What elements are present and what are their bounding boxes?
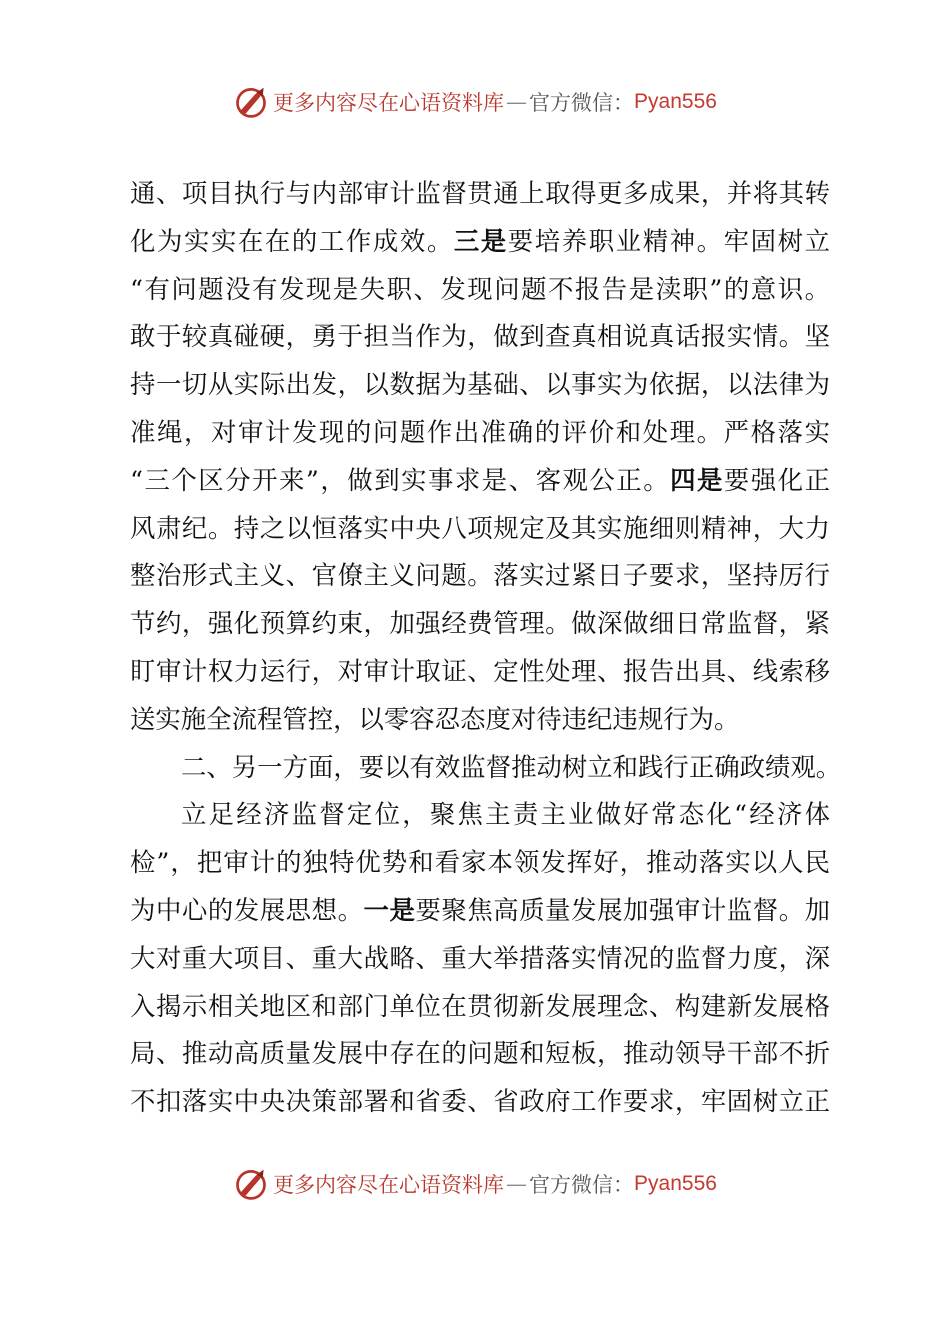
wechat-id: Pyan556 [634, 90, 717, 113]
text-line-10: 节约，强化预算约束，加强经费管理。做深做细日常监督，紧 [130, 608, 830, 639]
text-line-8: 风肃纪。持之以恒落实中央八项规定及其实施细则精神，大力 [130, 512, 830, 543]
pen-logo-icon [233, 84, 269, 120]
text-line-16: 为中心的发展思想。一是要聚焦高质量发展加强审计监督。加 [130, 894, 831, 925]
text-line-18: 入揭示相关地区和部门单位在贯彻新发展理念、构建新发展格 [130, 990, 830, 1021]
section-heading: 二、另一方面，要以有效监督推动树立和践行正确政绩观。 [181, 751, 842, 782]
text-line-6: 准绳，对审计发现的问题作出准确的评价和处理。严格落实 [130, 416, 830, 447]
text-line-5: 持一切从实际出发，以数据为基础、以事实为依据，以法律为 [130, 369, 830, 400]
brand-text: 更多内容尽在心语资料库 [273, 1173, 505, 1197]
text-line-7: “三个区分开来”，做到实事求是、客观公正。四是要强化正 [130, 464, 831, 495]
text-line-9: 整治形式主义、官僚主义问题。落实过紧日子要求，坚持厉行 [130, 560, 830, 591]
text-line-11: 盯审计权力运行，对审计取证、定性处理、报告出具、线索移 [130, 655, 830, 686]
text-line-1: 通、项目执行与内部审计监督贯通上取得更多成果，并将其转 [130, 178, 830, 208]
footer-banner [0, 1162, 950, 1206]
text-line-2: 化为实实在在的工作成效。三是要培养职业精神。牢固树立 [130, 225, 830, 256]
text-line-12: 送实施全流程管控，以零容忍态度对待违纪违规行为。 [130, 703, 740, 734]
document-body [130, 170, 842, 1126]
header-banner [0, 80, 950, 124]
wechat-label: 官方微信： [529, 91, 635, 115]
pen-logo-icon [233, 1166, 269, 1202]
wechat-id: Pyan556 [634, 1172, 717, 1195]
text-line-14: 立足经济监督定位，聚焦主责主业做好常态化“经济体 [181, 799, 830, 830]
text-line-17: 大对重大项目、重大战略、重大举措落实情况的监督力度，深 [130, 942, 830, 973]
banner-dash: — [506, 1172, 528, 1196]
text-line-20: 不扣落实中央决策部署和省委、省政府工作要求，牢固树立正 [130, 1086, 830, 1117]
text-line-3: “有问题没有发现是失职、发现问题不报告是渎职”的意识。 [130, 273, 830, 304]
text-line-15: 检”，把审计的独特优势和看家本领发挥好，推动落实以人民 [130, 847, 830, 878]
wechat-label: 官方微信： [529, 1173, 635, 1197]
text-line-4: 敢于较真碰硬，勇于担当作为，做到查真相说真话报实情。坚 [130, 321, 830, 352]
brand-text: 更多内容尽在心语资料库 [273, 91, 505, 115]
banner-dash: — [506, 90, 528, 114]
text-line-19: 局、推动高质量发展中存在的问题和短板，推动领导干部不折 [130, 1038, 830, 1069]
